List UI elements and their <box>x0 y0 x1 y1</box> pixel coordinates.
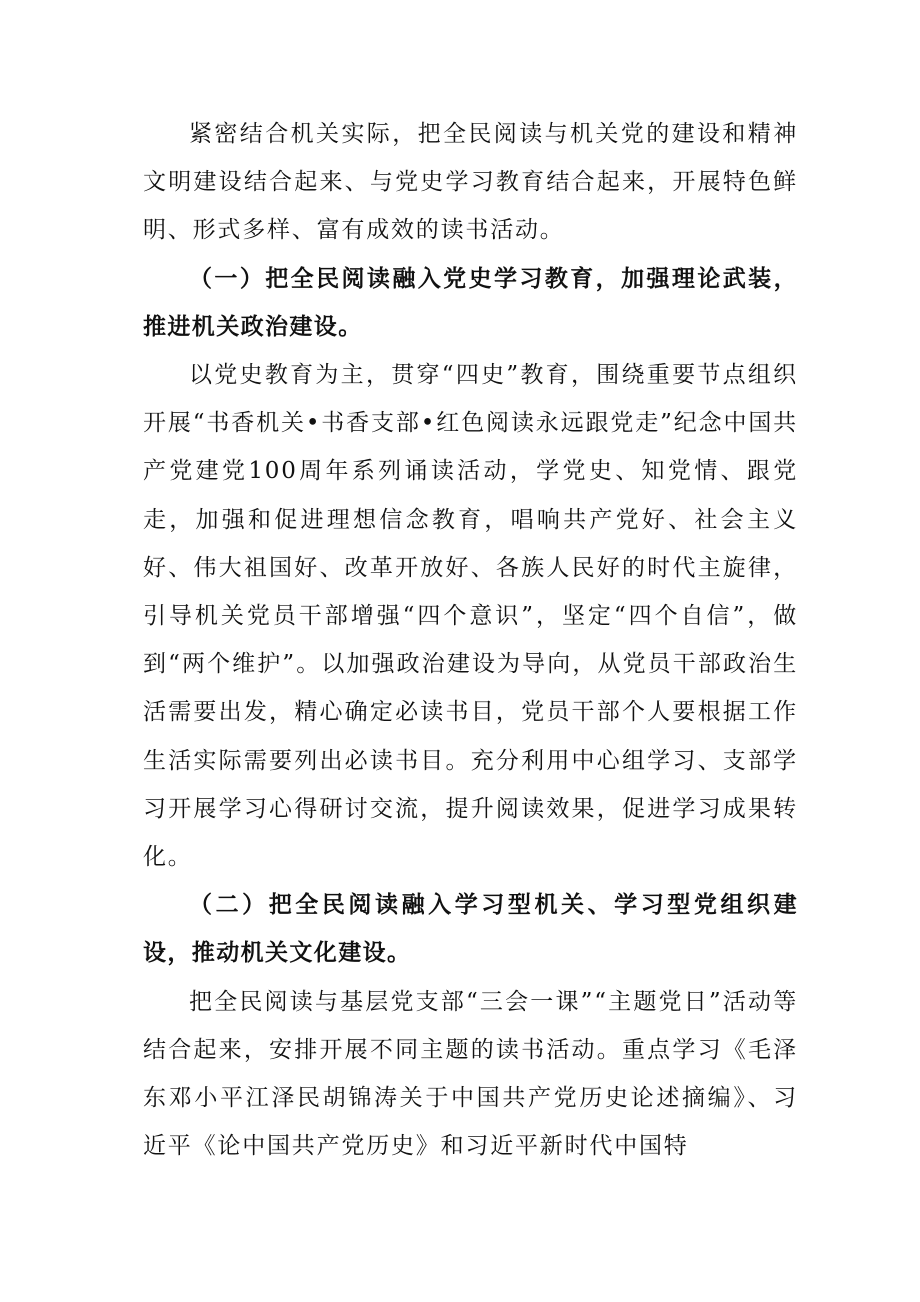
paragraph-section-2: 把全民阅读与基层党支部“三会一课”“主题党日”活动等结合起来，安排开展不同主题的读书活动。重点学习《毛泽东邓小平江泽民胡锦涛关于中国共产党历史论述摘编》、习近平《论中国共产党历史》和习近平新时代中国特 <box>143 988 798 1160</box>
paragraph-intro: 紧密结合机关实际，把全民阅读与机关党的建设和精神文明建设结合起来、与党史学习教育结合起来，开展特色鲜明、形式多样、富有成效的读书活动。 <box>143 121 798 244</box>
section-heading-1: （一）把全民阅读融入党史学习教育，加强理论武装，推进机关政治建设。 <box>143 265 798 340</box>
section-heading-2: （二）把全民阅读融入学习型机关、学习型党组织建设，推动机关文化建设。 <box>143 892 798 967</box>
paragraph-section-1: 以党史教育为主，贯穿“四史”教育，围绕重要节点组织开展“书香机关•书香支部•红色阅读永远跟党走”纪念中国共产党建党100周年系列诵读活动，学党史、知党情、跟党走，加强和促进理想信念教育，唱响共产党好、社会主义好、伟大祖国好、改革开放好、各族人民好的时代主旋律，引导机关党员干部增强“四个意识”，坚定“四个自信”，做到“两个维护”。以加强政治建设为导向，从党员干部政治生活需要出发，精心确定必读书目，党员干部个人要根据工作生活实际需要列出必读书目。充分利用中心组学习、支部学习开展学习心得研讨交流，提升阅读效果，促进学习成果转化。 <box>143 362 798 871</box>
